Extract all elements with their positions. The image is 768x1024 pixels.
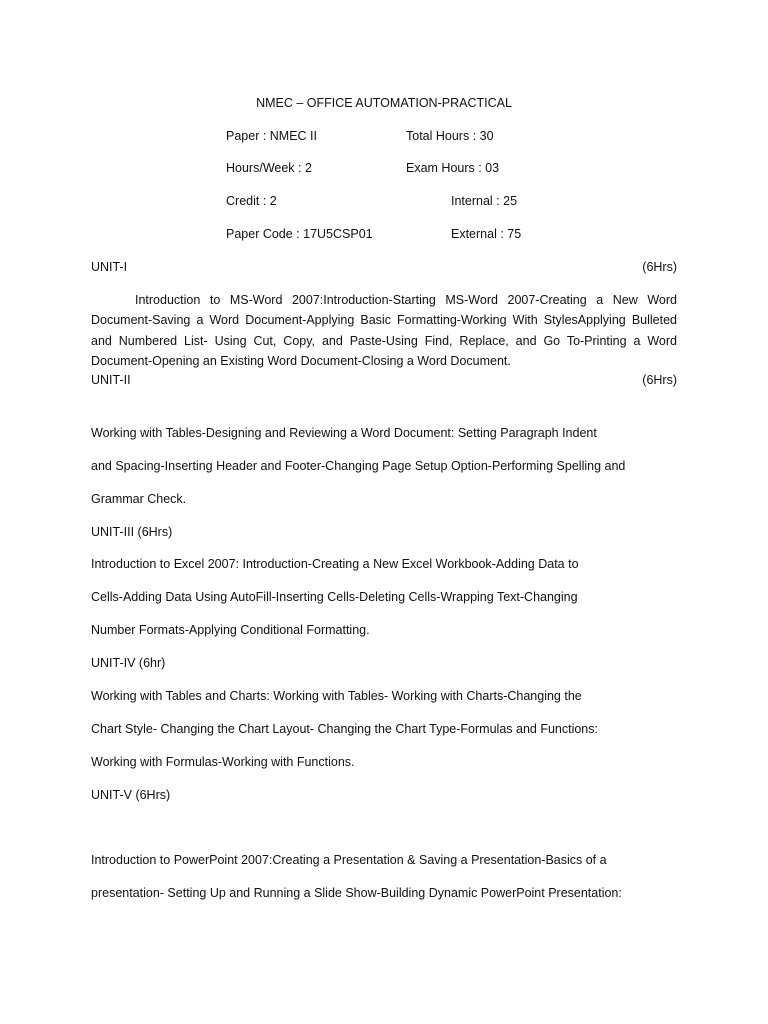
unit-1-paragraph	[91, 290, 677, 372]
unit-4-heading: UNIT-IV (6hr)	[91, 656, 166, 670]
unit-2-title: UNIT-II	[91, 373, 131, 387]
credit-info: Credit : 2	[226, 194, 277, 208]
exam-hours-info: Exam Hours : 03	[406, 161, 500, 175]
paper-code-info: Paper Code : 17U5CSP01	[226, 227, 373, 241]
unit-5-heading: UNIT-V (6Hrs)	[91, 788, 171, 802]
unit-2-line-3: Grammar Check.	[91, 492, 187, 506]
unit-1-text: Introduction to MS-Word 2007:Introduction-Starting MS-Word 2007-Creating a New Word Document-Saving a Word Document-Applying Basic Formatting-Working With StylesApplying Bulleted and Numbered List- Using Cut, Copy, and Paste-Using Find, Replace, and Go To-Printing a Word Document-Opening an Existing Word Document-Closing a Word Document.	[91, 293, 677, 369]
unit-3-line-1: Introduction to Excel 2007: Introduction-Creating a New Excel Workbook-Adding Data to	[91, 557, 579, 571]
unit-3-line-2: Cells-Adding Data Using AutoFill-Inserting Cells-Deleting Cells-Wrapping Text-Changing	[91, 590, 578, 604]
unit-3-line-3: Number Formats-Applying Conditional Formatting.	[91, 623, 370, 637]
document-title: NMEC – OFFICE AUTOMATION-PRACTICAL	[256, 96, 512, 110]
unit-5-line-1: Introduction to PowerPoint 2007:Creating a Presentation & Saving a Presentation-Basics of a	[91, 853, 607, 867]
unit-4-line-3: Working with Formulas-Working with Functions.	[91, 755, 355, 769]
unit-4-line-1: Working with Tables and Charts: Working with Tables- Working with Charts-Changing the	[91, 689, 582, 703]
unit-2-line-2: and Spacing-Inserting Header and Footer-Changing Page Setup Option-Performing Spelling and	[91, 459, 626, 473]
hours-week-info: Hours/Week : 2	[226, 161, 312, 175]
unit-2-heading	[91, 372, 677, 388]
total-hours-info: Total Hours : 30	[406, 129, 494, 143]
paper-info: Paper : NMEC II	[226, 129, 317, 143]
external-info: External : 75	[451, 227, 522, 241]
unit-4-line-2: Chart Style- Changing the Chart Layout- Changing the Chart Type-Formulas and Functions:	[91, 722, 598, 736]
unit-2-line-1: Working with Tables-Designing and Reviewing a Word Document: Setting Paragraph Indent	[91, 426, 597, 440]
unit-5-line-2: presentation- Setting Up and Running a Slide Show-Building Dynamic PowerPoint Presentation:	[91, 886, 622, 900]
internal-info: Internal : 25	[451, 194, 518, 208]
unit-1-title: UNIT-I	[91, 260, 128, 274]
unit-1-hours: (6Hrs)	[642, 260, 677, 274]
unit-3-heading: UNIT-III (6Hrs)	[91, 525, 173, 539]
unit-2-hours: (6Hrs)	[642, 373, 677, 387]
unit-1-heading	[91, 259, 677, 275]
